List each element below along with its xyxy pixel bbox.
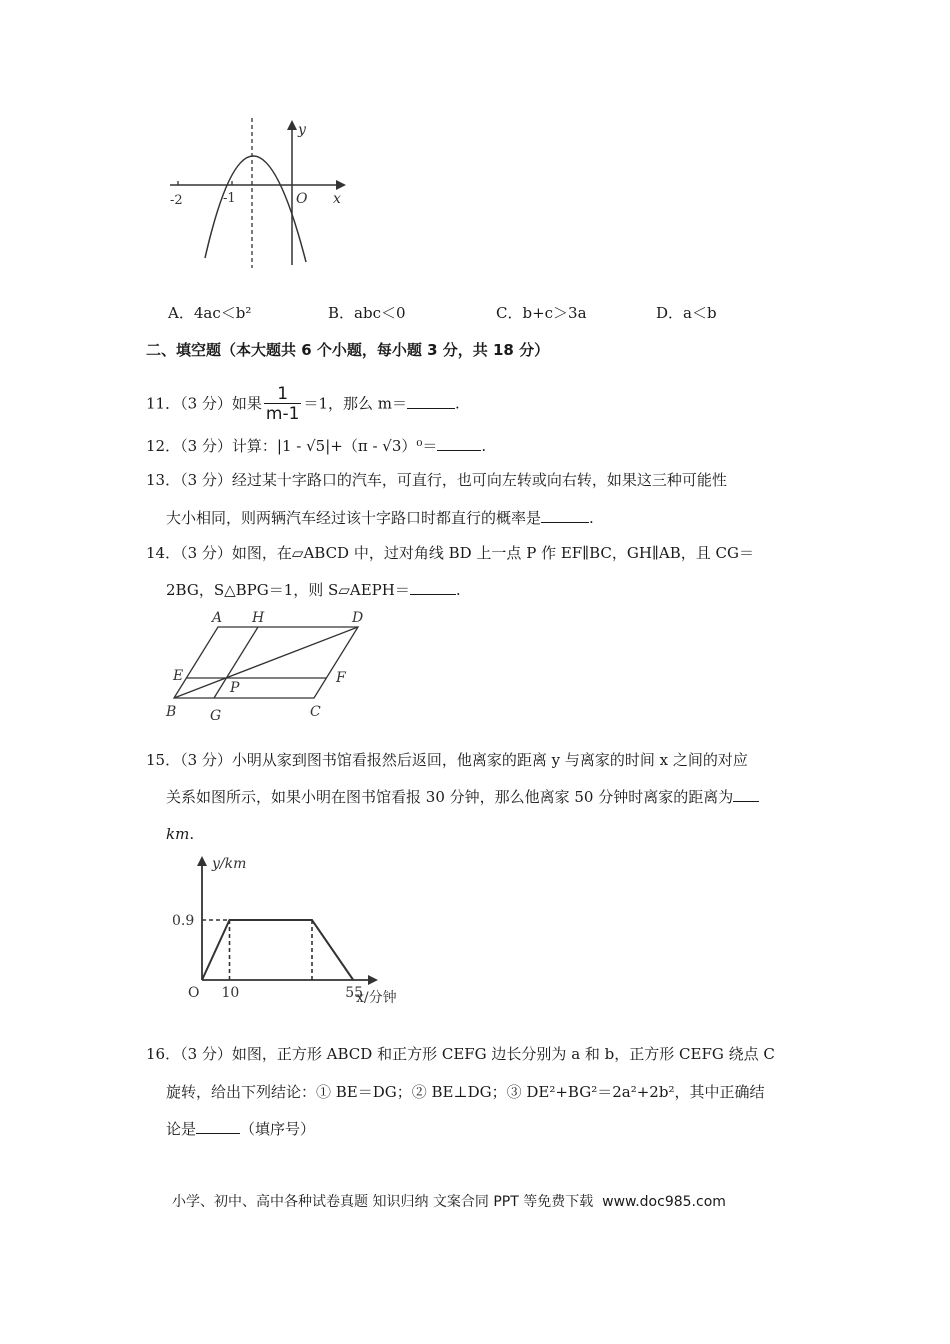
q15-line2: 关系如图所示，如果小明在图书馆看报 30 分钟，那么他离家 50 分钟时离家的距离为	[166, 788, 734, 806]
q11-fraction	[264, 385, 302, 424]
q14-points: （3 分）	[180, 544, 232, 562]
q11-points: （3 分）	[180, 394, 232, 413]
label-c: C	[310, 704, 321, 720]
q13-line2: 大小相同，则两辆汽车经过该十字路口时都直行的概率是	[166, 509, 542, 527]
label-a: A	[212, 610, 223, 626]
q15-unit: km	[166, 825, 190, 843]
option-d: D．a＜b	[656, 304, 717, 322]
q15-number: 15．	[146, 751, 181, 769]
question-12	[146, 436, 486, 456]
y-axis-label: y	[298, 122, 306, 138]
q16-points: （3 分）	[180, 1045, 232, 1063]
q15-end: .	[189, 825, 195, 843]
parabola-figure	[160, 110, 360, 270]
q15-points: （3 分）	[180, 751, 232, 769]
q12-answer-blank[interactable]	[437, 436, 481, 451]
question-14-line2	[166, 580, 461, 600]
footer-url[interactable]: www.doc985.com	[602, 1194, 726, 1210]
q15-answer-blank[interactable]	[733, 787, 759, 802]
tick-minus1-label: -1	[223, 191, 236, 206]
question-15-line1	[146, 750, 748, 770]
question-13-line1	[146, 470, 727, 490]
option-a: A．4ac＜b²	[168, 304, 252, 322]
footer-text: 小学、初中、高中各种试卷真题 知识归纳 文案合同 PPT 等免费下载	[172, 1194, 594, 1210]
q11-text-after: ＝1，那么 m＝	[303, 394, 407, 413]
q16-number: 16．	[146, 1045, 181, 1063]
chart-ylabel: y/km	[212, 856, 247, 872]
q16-answer-blank[interactable]	[196, 1119, 240, 1134]
series-line	[202, 920, 353, 980]
tick-minus2-label: -2	[170, 193, 183, 208]
y-axis-arrow	[287, 120, 297, 130]
q16-line3-after: （填序号）	[240, 1120, 316, 1138]
label-b: B	[166, 704, 177, 720]
q12-end: .	[481, 437, 487, 455]
tick-label-origin: O	[188, 985, 200, 1001]
q14-end: .	[455, 581, 461, 599]
q14-line1: 如图，在▱ABCD 中，过对角线 BD 上一点 P 作 EF∥BC，GH∥AB，且 CG＝	[231, 544, 754, 562]
q16-line3-before: 论是	[166, 1120, 197, 1138]
q11-number: 11．	[146, 394, 181, 413]
tick-label-10: 10	[221, 985, 240, 1001]
question-15-line2	[166, 787, 759, 807]
chart-x-arrow	[368, 975, 378, 985]
q14-answer-blank[interactable]	[410, 580, 456, 595]
q14-number: 14．	[146, 544, 181, 562]
question-15-line3	[166, 824, 194, 844]
q12-text: 计算：|1 - √5|+（π - √3）⁰＝	[231, 437, 438, 455]
origin-label: O	[296, 191, 308, 207]
tick-label-0-9: 0.9	[172, 913, 195, 929]
option-c: C．b+c＞3a	[496, 304, 587, 322]
q11-answer-blank[interactable]	[407, 394, 455, 409]
q12-number: 12．	[146, 437, 181, 455]
label-d: D	[352, 610, 364, 626]
option-b: B．abc＜0	[328, 304, 406, 322]
question-11	[146, 385, 460, 424]
chart-y-arrow	[197, 856, 207, 866]
q13-number: 13．	[146, 471, 181, 489]
q16-line2: 旋转，给出下列结论：① BE＝DG；② BE⊥DG；③ DE²+BG²＝2a²+2b²，其中正确结	[166, 1083, 765, 1101]
q13-points: （3 分）	[180, 471, 232, 489]
label-g: G	[210, 708, 222, 724]
q16-line1: 如图，正方形 ABCD 和正方形 CEFG 边长分别为 a 和 b，正方形 CEFG 绕点 C	[231, 1045, 775, 1063]
section-title: 二、填空题（本大题共 6 个小题，每小题 3 分，共 18 分）	[146, 341, 550, 359]
question-16-line1	[146, 1044, 775, 1064]
q12-points: （3 分）	[180, 437, 232, 455]
q15-line1: 小明从家到图书馆看报然后返回，他离家的距离 y 与离家的时间 x 之间的对应	[231, 751, 748, 769]
q13-answer-blank[interactable]	[541, 508, 589, 523]
label-e: E	[173, 668, 184, 684]
q11-text-before: 如果	[231, 394, 262, 413]
x-axis-arrow	[336, 180, 346, 190]
diagonal-bd	[174, 627, 358, 698]
distance-time-chart	[160, 848, 410, 1010]
question-13-line2	[166, 508, 594, 528]
question-16-line2	[166, 1082, 764, 1102]
tick-label-55: 55	[345, 985, 364, 1001]
parabola-curve	[205, 156, 306, 262]
q13-line1: 经过某十字路口的汽车，可直行，也可向左转或向右转，如果这三种可能性	[231, 471, 727, 489]
question-16-line3	[166, 1119, 315, 1139]
q14-line2: 2BG，S△BPG＝1，则 S▱AEPH＝	[166, 581, 410, 599]
label-p: P	[230, 680, 240, 696]
chart-xlabel: x/分钟	[356, 990, 397, 1006]
x-axis-label: x	[333, 191, 341, 207]
footer	[172, 1192, 726, 1212]
q11-end: .	[454, 394, 460, 413]
q11-frac-den: m-1	[265, 404, 300, 424]
label-f: F	[336, 670, 346, 686]
label-h: H	[252, 610, 265, 626]
q13-end: .	[589, 509, 594, 527]
parallelogram-figure	[160, 608, 375, 726]
q11-frac-num: 1	[277, 384, 289, 404]
question-14-line1	[146, 543, 754, 563]
